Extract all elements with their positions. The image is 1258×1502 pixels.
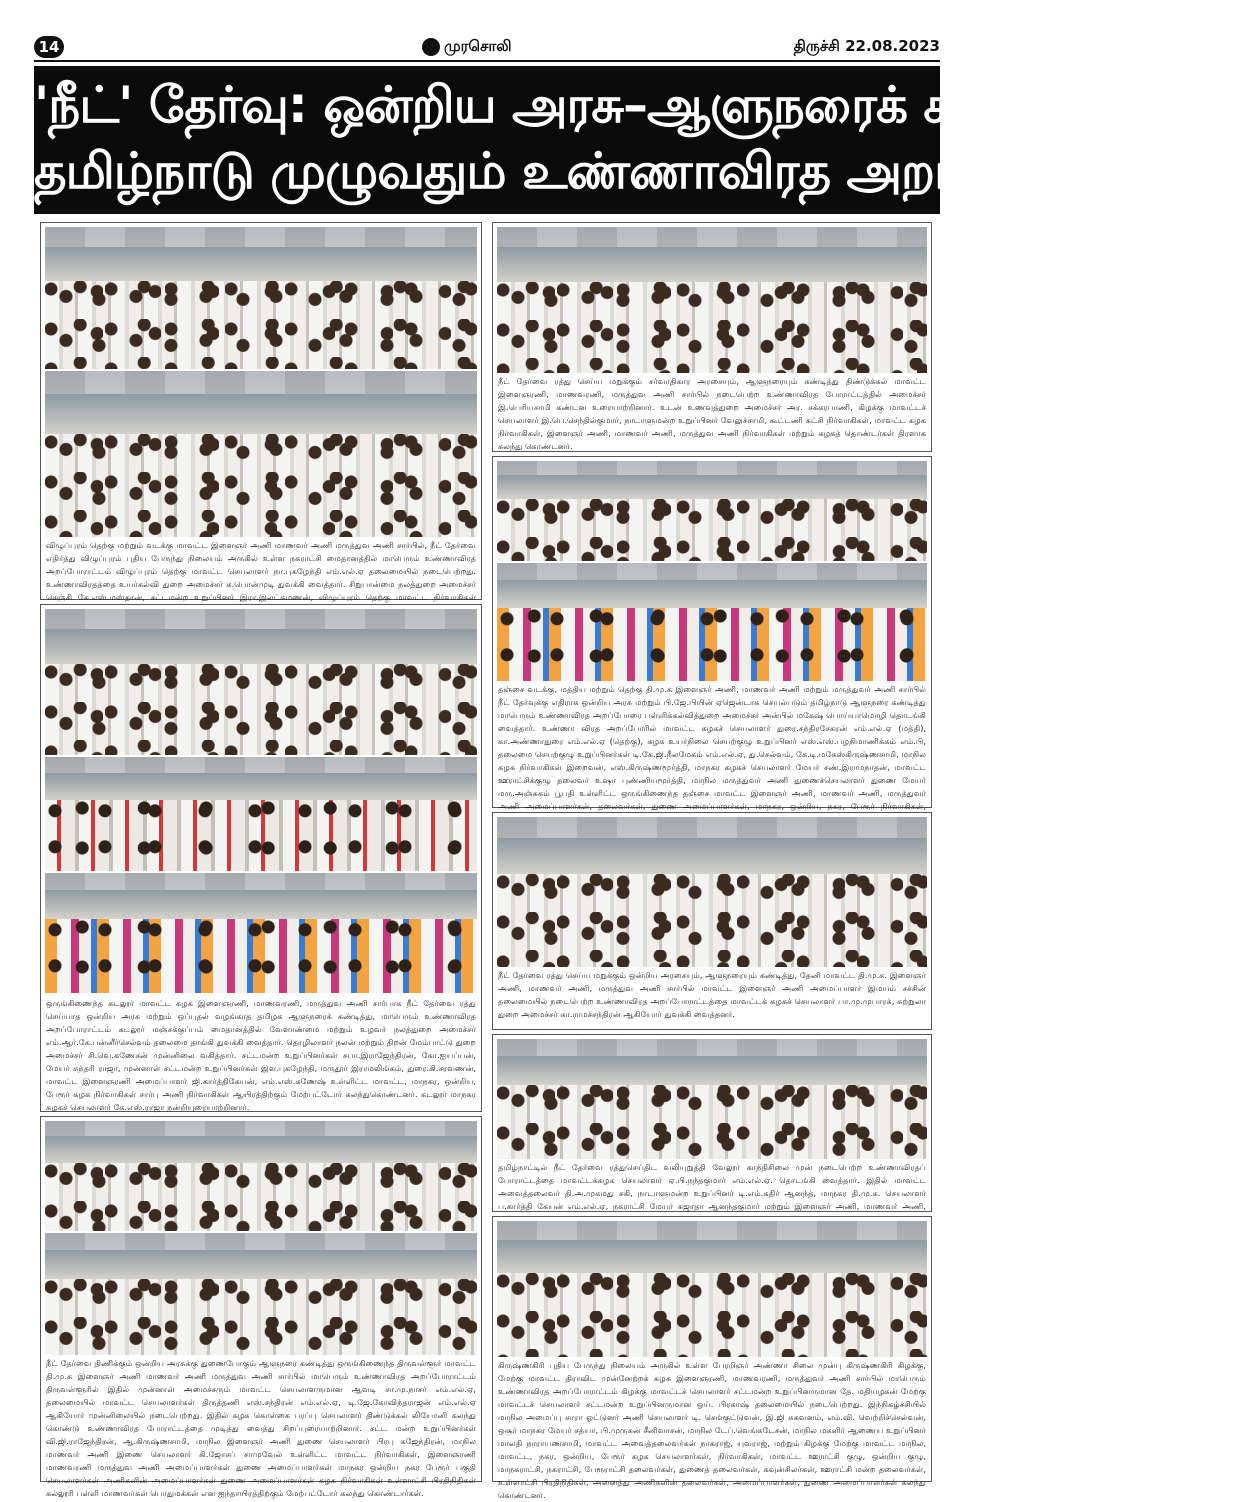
caption-vellore: தமிழ்நாட்டில் நீட் தேர்வை ரத்துசெய்திட வலியுறுத்தி வேலூர் காந்திசிலை முன் நடைபெற்ற உண்ணாவிரதப் போராட்டத்தை மாவட்டக்கழக செயலாளர் ஏ.பி.நந்தகுமார் எம்.எல்.ஏ. தொடங்கி வைத்தார். இதில் மாவட்ட அவைத்தலைவர் தி.அ.முகமது சகி, நாடாளுமன்ற உறுப்பினர் டி.எம்.கதிர் ஆனந்த், மாநகர தி.மு.க. செயலாளர் ப.கார்த்தி கேயன் எம்.எல்.ஏ, நகராட்சி மேயர் சுஜாதா ஆனந்தகுமார் மற்றும் இளைஞர் அணி, மாணவர் அணி, [498, 1162, 926, 1211]
photo-dindigul [497, 227, 927, 373]
caption-tiruvallur: நீட் தேர்வை திணிக்கும் ஒன்றிய அரசுக்கு துணைபோகும் ஆளுநரை கண்டித்து ஒருங்கிணைந்த திருவள்ளூர் மாவட்ட தி.மு.க இளைஞர் அணி மாணவர் அணி மருத்துவ அணி சார்பில் மாபெரும் உண்ணாவிரத அறப்போராட்டம் திருவள்ளூரில் இதில் முன்னாள் அமைச்சரும் மாவட்ட செயலாளருமான ஆவடி சா.மு.நாசர் எம்.எல்.ஏ, தலைமையில் மாவட்ட செயலாளர்கள் திருத்தணி எஸ்.சந்திரன் எம்.எல்.ஏ, டி.ஜே.கோவிந்தராஜன் எம்.எல்.ஏ ஆகியோர் முன்னிலையில் நடைபெற்றது. இதில் கழக கொள்கை பரப்பு செயலாளர் திண்டுக்கல் லியோனி கலந்து கொண்டு உண்ணாவிரத போராட்டத்தை முடித்து வைத்து சிறப்புரையாற்றினார். சட்ட மன்ற உறுப்பினர்கள் வி.ஜி.ராஜேந்திரன், ஆ.கிருஷ்ணசாமி, மாநில இளைஞர் அணி துணை செயலாளர் பிரபு கஜேந்திரன், மாநில மாணவர் அணி இணை செயலாளர் கி.ஜோசப் சாமுவேல் உள்ளிட்ட மாவட்ட நிர்வாகிகள், இளைஞரணி மாணவரணி மருத்துவ அணி அமைப்பாளர்கள் துணை அமைப்பாளர்கள் மாநகர ஒன்றிய நகர பேரூர் பகுதி செயலாளர்கள் அணிகளின் அமைப்பாளர்கள் துணை அமைப்பாளர்கள் கழக நிர்வாகிகள் உள்ளாட்சி பிரதிநிதிகள் கல்லூரி பள்ளி மாணவர்கள் பொதுமக்கள் என ஐந்தாயிரத்திற்கும் மேற்பட்டோர் கலந்து கொண்டார்கள். [46, 1358, 476, 1498]
caption-dindigul: நீட் தேர்வை ரத்து செய்ய மறுக்கும் சர்வாதிகார அரசையும், ஆளுநரையும் கண்டித்து திண்டுக்கல் மாவட்ட இளைஞரணி, மாணவரணி, மருத்துவ அணி சார்பில் நடைபெற்ற உண்ணாவிரத போராட்டத்தில் அமைச்சர் இ.பெரியசாமி கண்டன உரையாற்றினார். உடன் உணவுத்துறை அமைச்சர் அர. சக்கரபாணி, கிழக்கு மாவட்டச் செயலாளர் இ.பெ.செந்தில்குமார், நாடாளுமன்ற உறுப்பினர் வேலுச்சாமி, கூட்டணி கட்சி நிர்வாகிகள், மாவட்ட கழக நிர்வாகிகள், இளைஞர் அணி, மாணவர் அணி, மருத்துவ அணி நிர்வாகிகள் மற்றும் கழகத் தொண்டர்கள் திரளாக கலந்து கொண்டனர். [498, 376, 926, 451]
story-vellore [492, 1034, 932, 1212]
photo-tiruvallur-2 [45, 1233, 477, 1355]
caption-cuddalore: ஒருங்கிணைந்த கடலூர் மாவட்ட கழக இளைஞரணி, மாணவரணி, மருத்துவ அணி சார்பாக நீட் தேர்வை ரத்து செய்யாத ஒன்றிய அரசு மற்றும் ஒப்புதல் வழங்காத தமிழக ஆளுநரைக் கண்டித்து, மாபெரும் உண்ணாவிரத அறப்போராட்டம் கடலூர் மஞ்சக்குப்பம் மைதானத்தில் வேளாண்மை மற்றும் உழவர் நலத்துறை அமைச்சர் எம்.ஆர்.கே.பன்னீர்செல்வம் தலைமை தாங்கி துவக்கி வைத்தார். தொழிலாளர் நலன் மற்றும் திறன் மேம்பாட்டு துறை அமைச்சர் சி.வெ.கணேசன் முன்னிலை வகித்தார். சட்டமன்ற உறுப்பினர்கள் சபா.இராஜேந்திரன், கோ.ஐயப்பன், மேயர் சுந்தரி ராஜா, முன்னாள் சட்டமன்ற உறுப்பினர்கள் இள.புகழேந்தி, மருதூர் இராமலிங்கம், துரை.கி.சரவணன், மாவட்ட இளைஞரணி அமைப்பாளர் ஜி.கார்த்திகேயன், எம்.எஸ்.கணேஷ் உள்ளிட்ட மாவட்ட, மாநகர, ஒன்றிய, பேரூர் கழக நிர்வாகிகள் சார்பு அணி நிர்வாகிகள் ஆயிரத்திற்கும் மேற்பட்டோர் கலந்துகொண்டனர். கடலூர் மாநகர கழகச் செயலாளர் கே.எஸ்.ராஜா நன்றியுரையாற்றினார். [46, 998, 476, 1112]
masthead [34, 36, 940, 58]
caption-villupuram: விழுப்புரம் தெற்கு மற்றும் வடக்கு மாவட்ட இளைஞர் அணி மாணவர் அணி மருத்துவ அணி சார்பில், நீட் தேர்வை எதிர்த்து விழுப்புரம் புதிய பேருந்து நிலையம் அருகில் உள்ள நகராட்சி மைதானத்தில் மாபெரும் உண்ணாவிரத அறப்போராட்டம் விழுப்புரம் தெற்கு மாவட்ட செயலாளர் நா.புகழேந்தி எம்.எல்.ஏ தலைமையில் நடைபெற்றது. உண்ணாவிரதத்தை உயர்கல்வி துறை அமைச்சர் க.பொன்முடி துவக்கி வைத்தார். சிறுபான்மை நலத்துறை அமைச்சர் செஞ்சி கே.எஸ்.மஸ்தான், சட்டமன்ற உறுப்பினர் இரா.இலட்சுமணன், விழுப்புரம் தெற்கு மாவட்ட நிர்வாகிகள் [46, 540, 476, 602]
story-theni [492, 812, 932, 1030]
story-cuddalore [40, 604, 482, 1112]
photo-krishnagiri [497, 1221, 927, 1357]
caption-krishnagiri: கிருஷ்ணகிரி புதிய பேருந்து நிலையம் அருகில் உள்ள பேரறிஞர் அண்ணா சிலை முன்பு கிருஷ்ணகிரி கிழக்கு, மேற்கு மாவட்ட திராவிட முன்னேற்றக் கழக இளைஞரணி, மாணவரணி, மருத்துவர் அணி சார்பில் மாபெரும் உண்ணாவிரத அறப்போராட்டம் கிழக்கு மாவட்டச் செயலாளர் சட்டமன்ற உறுப்பினருமான தே. மதியழகன் மேற்கு மாவட்டச் செயலாளர் சட்டமன்ற உறுப்பினருமான ஒய். பிரகாஷ் தலைமையில் நடைபெற்றது. இந்நிகழ்ச்சியில் மாநில அமைப்பு சாரா ஓட்டுனர் அணி செயலாளர் டி. செங்குட்டுவன், இ.ஜி சுகவனம், எம்.வி. வெற்றிச்செல்வன், ஒசூர் மாநகர மேயர் சத்யா, பி.முருகன் சீனிவாசன், மாநில டேப்.வெங்கடேசன், மாநில மகளிர் ஆணைய உறுப்பினர் மாலதி நாராயணசாமி, மாவட்ட அவைத்தலைவர்கள் நாகராஜ், யுவராஜ், மற்றும் கிழக்கு மேற்கு மாவட்ட மாநில, மாவட்ட, நகர, ஒன்றிய, பேரூர் கழக செயலாளர்கள், நிர்வாகிகள், மாவட்ட ஊராட்சி குழு, ஒன்றிய குழு, மாநகராட்சி, நகராட்சி, பேரூராட்சி தலைவர்கள், துணைத் தலைவர்கள், கவுன்சிலர்கள், ஊராட்சி மன்ற தலைவர்கள், உள்ளாட்சி பிரதிநிதிகள், அனைத்து அணிகளின் தலைவர்கள், அமைப்பாளர்கள், துணை அமைப்பாளர்கள் கலந்து கொண்டனர். [498, 1360, 926, 1500]
photo-tiruvallur-1 [45, 1121, 477, 1231]
story-tiruvallur [40, 1116, 482, 1498]
story-krishnagiri [492, 1216, 932, 1500]
headline-banner [34, 66, 1258, 214]
photo-thanjavur-stage [497, 461, 927, 561]
photo-cuddalore-1 [45, 609, 477, 755]
newspaper-name: முரசொலி [444, 37, 512, 55]
page-number: 14 [34, 36, 64, 58]
story-villupuram [40, 222, 482, 600]
headline-line-2: தமிழ்நாடு முழுவதும் உண்ணாவிரத அறப்போராட்டம்! [34, 142, 1258, 200]
photo-vellore [497, 1039, 927, 1159]
story-dindigul [492, 222, 932, 452]
story-thanjavur [492, 456, 932, 811]
caption-thanjavur: தஞ்சை வடக்கு, மத்திய மற்றும் தெற்கு தி.மு.க இளைஞர் அணி, மாணவர் அணி மற்றும் மருத்துவர் அணி சார்பில் நீட் தேர்வுக்கு எதிராக ஒன்றிய அரசு மற்றும் பி.ஜே.பியின் ஏஜென்டாக செயல்படும் தமிழ்நாடு ஆளுநரை கண்டித்து மாபெரும் உண்ணாவிரத அறப்போரை பள்ளிக்கல்வித்துறை அமைச்சர் அன்பில் மகேஷ் பொய்யாமொழி தொடங்கி வைத்தார். உண்ணா விரத அறப்போரில் மாவட்ட கழகச் செயலாளர் துரை.சந்திரசேகரன் எம்.எல்.ஏ (மத்தி), கா.அண்ணாதுரை எம்.எல்.ஏ (தெற்கு), கழக உயர்நிலை செயற்குழு உறுப்பினர் எஸ்.எஸ்.பழநிமாணிக்கம் எம்.பி, தலைமை செயற்குழு உறுப்பினர்கள் டி.கே.ஜி.நீலமேகம் எம்.எல்.ஏ, து.செல்வம், கே.டி.மகேஸ்கிருஷ்ணசாமி, மாநில கழக நிர்வாகிகள் இறைவன், எஸ்.கிருஷ்ணமூர்த்தி, மாநகர கழகச் செயலாளர் மேயர் சண்.இராமநாதன், மாவட்ட ஊராட்சிக்குழு தலைவர் உஷா புண்ணியமூர்த்தி, மாநில மருத்துவர் அணி துணைச்செயலாளர் துணை மேயர் மரு.அஞ்சுகம் பூபதி உள்ளிட்ட ஒருங்கிணைந்த தஞ்சை மாவட்ட இளைஞர் அணி, மாணவர் அணி, மருத்துவர் அணி அமைப்பாளர்கள், தலைவர்கள், துணை அமைப்பாளர்கள், மாநகர, ஒன்றிய, நகர, பேரூர் நிர்வாகிகள், [498, 684, 926, 811]
masthead-rule [34, 60, 940, 62]
photo-theni [497, 817, 927, 967]
photo-villupuram-audience [45, 371, 477, 537]
photo-cuddalore-3 [45, 873, 477, 993]
photo-cuddalore-2 [45, 757, 477, 871]
lion-logo-icon [422, 38, 440, 56]
headline-line-1: 'நீட்' தேர்வு: ஒன்றிய அரசு–ஆளுநரைக் கண்டித்து [34, 76, 1130, 134]
caption-theni: நீட் தேர்வை ரத்து செய்ய மறுக்கும் ஒன்றிய அரசையும், ஆளுநரையும் கண்டித்து, தேனி மாவட்ட தி.மு.க. இளைஞர் அணி, மாணவர் அணி, மருத்துவ அணி சார்பில் மாவட்ட இளைஞர் அணி அமைப்பாளர் இமயம் சச்சின் தலைமையில் நடைபெற்ற உண்ணாவிரத அறப்போராட்டத்தை மாவட்டக் கழகச் செயலாளர் பா.மு.முபாரக், சுற்றுலா துறை அமைச்சர் கா.ராமச்சந்திரன் ஆகியோர் துவக்கி வைத்தனர். [498, 970, 926, 1019]
photo-thanjavur-students [497, 563, 927, 681]
edition-date: திருச்சி 22.08.2023 [793, 37, 940, 55]
photo-villupuram-stage [45, 227, 477, 369]
